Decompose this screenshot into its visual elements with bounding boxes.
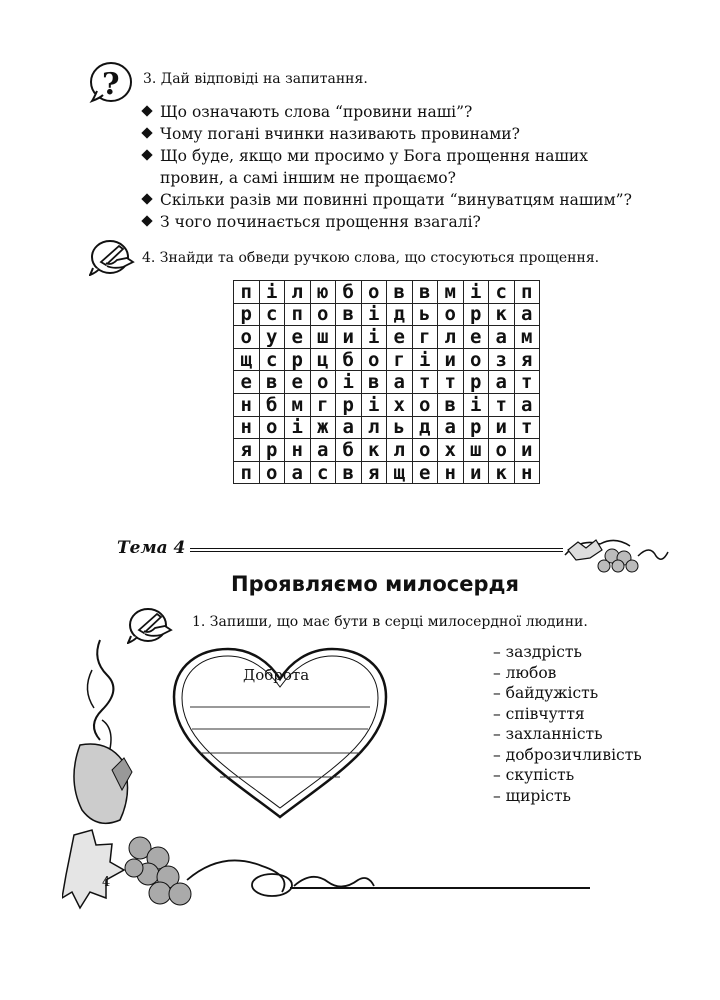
grid-cell[interactable]: і (336, 371, 362, 394)
list-item: – захланність (493, 725, 603, 743)
list-item: – співчуття (493, 704, 585, 723)
grid-cell[interactable]: к (489, 303, 515, 326)
grid-cell[interactable]: а (336, 416, 362, 439)
grid-cell[interactable]: н (234, 416, 260, 439)
topic-divider (190, 548, 563, 552)
grid-cell[interactable]: я (361, 461, 387, 484)
diamond-bullet-icon (141, 215, 152, 226)
grid-row (234, 326, 540, 349)
grid-cell[interactable]: о (234, 326, 260, 349)
grid-cell[interactable]: н (514, 461, 540, 484)
diamond-bullet-icon (141, 127, 152, 138)
grid-cell[interactable]: б (336, 348, 362, 371)
question-list (143, 101, 643, 233)
diamond-bullet-icon (141, 149, 152, 160)
grid-cell[interactable]: ж (310, 416, 336, 439)
grid-row (234, 439, 540, 462)
grid-cell[interactable]: л (438, 326, 464, 349)
list-item: Скільки разів ми повинні прощати “винуватцям нашим”? (143, 189, 643, 211)
grid-cell[interactable]: п (234, 461, 260, 484)
grid-cell[interactable]: и (514, 439, 540, 462)
grid-cell[interactable]: о (361, 348, 387, 371)
grid-cell[interactable]: н (285, 439, 311, 462)
grid-cell[interactable]: и (489, 416, 515, 439)
grid-cell[interactable]: ь (387, 416, 413, 439)
grid-cell[interactable]: е (285, 326, 311, 349)
grid-cell[interactable]: р (336, 393, 362, 416)
grid-cell[interactable]: о (412, 439, 438, 462)
grid-cell[interactable]: і (463, 393, 489, 416)
grid-cell[interactable]: в (336, 461, 362, 484)
grid-cell[interactable]: щ (234, 348, 260, 371)
grid-cell[interactable]: а (514, 303, 540, 326)
bottom-divider (290, 887, 590, 889)
grid-cell[interactable]: в (412, 281, 438, 304)
grid-cell[interactable]: і (361, 326, 387, 349)
list-item: – любов (493, 663, 557, 682)
grid-cell[interactable]: т (514, 416, 540, 439)
grid-cell[interactable]: в (387, 281, 413, 304)
diamond-bullet-icon (141, 105, 152, 116)
grid-cell[interactable]: н (234, 393, 260, 416)
grid-cell[interactable]: н (438, 461, 464, 484)
grid-cell[interactable]: о (489, 439, 515, 462)
grid-cell[interactable]: м (514, 326, 540, 349)
grid-cell[interactable]: р (463, 371, 489, 394)
grid-cell[interactable]: г (310, 393, 336, 416)
grid-cell[interactable]: б (336, 281, 362, 304)
grid-cell[interactable]: и (438, 348, 464, 371)
list-item: – заздрість (493, 643, 582, 661)
grid-cell[interactable]: т (489, 393, 515, 416)
list-item: З чого починається прощення взагалі? (143, 211, 643, 233)
page-number: 4 (102, 875, 111, 890)
grid-cell[interactable]: а (285, 461, 311, 484)
grid-cell[interactable]: с (259, 348, 285, 371)
grid-cell[interactable]: т (412, 371, 438, 394)
grid-cell[interactable]: е (463, 326, 489, 349)
grid-cell[interactable]: ю (310, 281, 336, 304)
list-item: – байдужість (493, 684, 599, 702)
grid-cell[interactable]: р (285, 348, 311, 371)
grid-cell[interactable]: а (489, 326, 515, 349)
grid-cell[interactable]: і (463, 281, 489, 304)
list-item: Чому погані вчинки називають провинами? (143, 123, 643, 145)
grid-cell[interactable]: а (387, 371, 413, 394)
grid-row (234, 303, 540, 326)
grid-cell[interactable]: о (361, 281, 387, 304)
grid-cell[interactable]: у (259, 326, 285, 349)
grid-cell[interactable]: в (336, 303, 362, 326)
grid-cell[interactable]: а (489, 371, 515, 394)
grid-row (234, 348, 540, 371)
list-item: Що означають слова “провини наші”? (143, 101, 643, 123)
grid-cell[interactable]: о (310, 371, 336, 394)
grid-cell[interactable]: з (489, 348, 515, 371)
writing-hand-icon (89, 236, 137, 276)
grid-cell[interactable]: и (463, 461, 489, 484)
grid-row (234, 281, 540, 304)
grid-cell[interactable]: я (234, 439, 260, 462)
grid-cell[interactable]: к (361, 439, 387, 462)
section3-title: 3. Дай відповіді на запитання. (143, 71, 368, 87)
grid-cell[interactable]: і (361, 393, 387, 416)
heart-word: Доброта (243, 666, 310, 684)
grid-cell[interactable]: ш (463, 439, 489, 462)
diamond-bullet-icon (141, 193, 152, 204)
grid-row (234, 371, 540, 394)
svg-text:?: ? (102, 67, 120, 102)
grid-cell[interactable]: р (463, 303, 489, 326)
list-item: Що буде, якщо ми просимо у Бога прощення наших провин, а самі іншим не прощаємо? (143, 145, 643, 189)
vine-decoration-icon (62, 630, 392, 940)
grid-cell[interactable]: ц (310, 348, 336, 371)
grid-cell[interactable]: о (310, 303, 336, 326)
grid-cell[interactable]: м (438, 281, 464, 304)
grid-cell[interactable]: о (412, 393, 438, 416)
grid-cell[interactable]: а (310, 439, 336, 462)
grid-cell[interactable]: е (285, 371, 311, 394)
grid-cell[interactable]: к (489, 461, 515, 484)
grid-cell[interactable]: х (387, 393, 413, 416)
grid-cell[interactable]: с (310, 461, 336, 484)
section4-title: 4. Знайди та обведи ручкою слова, що стосуються прощення. (142, 250, 600, 266)
grid-cell[interactable]: і (412, 348, 438, 371)
grid-cell[interactable]: а (514, 393, 540, 416)
list-item: – щирість (493, 786, 571, 805)
grid-cell[interactable]: д (412, 416, 438, 439)
grid-cell[interactable]: р (234, 303, 260, 326)
grid-cell[interactable]: л (387, 439, 413, 462)
grid-row (234, 461, 540, 484)
grid-cell[interactable]: ь (412, 303, 438, 326)
grid-cell[interactable]: с (489, 281, 515, 304)
topic-label: Тема 4 (117, 538, 186, 558)
grape-ornament-icon (560, 530, 670, 578)
grid-cell[interactable]: т (438, 371, 464, 394)
grid-cell[interactable]: в (438, 393, 464, 416)
grid-cell[interactable]: д (387, 303, 413, 326)
word-options-list (493, 642, 642, 806)
grid-cell[interactable]: п (234, 281, 260, 304)
grid-cell[interactable]: г (412, 326, 438, 349)
grid-cell[interactable]: о (259, 416, 285, 439)
grid-row (234, 393, 540, 416)
grid-cell[interactable]: г (387, 348, 413, 371)
grid-cell[interactable]: а (438, 416, 464, 439)
grid-cell[interactable]: щ (387, 461, 413, 484)
grid-cell[interactable]: ш (310, 326, 336, 349)
grid-cell[interactable]: і (259, 281, 285, 304)
grid-cell[interactable]: р (463, 416, 489, 439)
grid-cell[interactable]: е (387, 326, 413, 349)
grid-cell[interactable]: л (361, 416, 387, 439)
grid-cell[interactable]: л (285, 281, 311, 304)
grid-cell[interactable]: т (514, 371, 540, 394)
grid-cell[interactable]: б (259, 393, 285, 416)
grid-cell[interactable]: я (514, 348, 540, 371)
grid-cell[interactable]: х (438, 439, 464, 462)
list-item: – скупість (493, 766, 575, 784)
task1-title: 1. Запиши, що має бути в серці милосердної людини. (192, 614, 588, 630)
grid-cell[interactable]: о (259, 461, 285, 484)
grid-cell[interactable]: о (463, 348, 489, 371)
question-icon (89, 61, 133, 103)
grid-cell[interactable]: е (234, 371, 260, 394)
grid-cell[interactable]: р (259, 439, 285, 462)
page-title: Проявляємо милосердя (231, 572, 519, 596)
grid-cell[interactable]: о (438, 303, 464, 326)
list-item: – доброзичливість (493, 745, 642, 764)
grid-cell[interactable]: п (514, 281, 540, 304)
grid-cell[interactable]: і (361, 303, 387, 326)
grid-cell[interactable]: і (285, 416, 311, 439)
grid-cell[interactable]: м (285, 393, 311, 416)
grid-cell[interactable]: п (285, 303, 311, 326)
grid-cell[interactable]: и (336, 326, 362, 349)
grid-cell[interactable]: б (336, 439, 362, 462)
grid-cell[interactable]: е (412, 461, 438, 484)
grid-cell[interactable]: с (259, 303, 285, 326)
grid-cell[interactable]: в (259, 371, 285, 394)
word-search-grid (233, 280, 540, 484)
grid-cell[interactable]: в (361, 371, 387, 394)
grid-row (234, 416, 540, 439)
